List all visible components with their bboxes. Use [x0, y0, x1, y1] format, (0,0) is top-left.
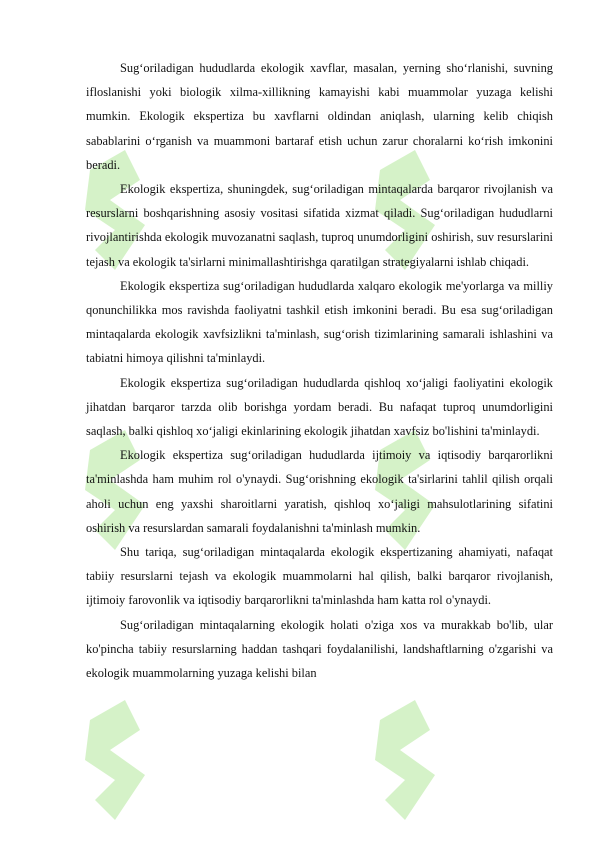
paragraph: Shu tariqa, sug‘oriladigan mintaqalarda ekologik ekspertizaning ahamiyati, nafaqat tabiiy resurslarni tejash va ekologik muammolarni hal qilish, balki barqaror rivojlanish, ijtimoiy farovonlik va iqtisodiy barqarorlikni ta'minlashda ham katta rol o'ynaydi.: [86, 545, 553, 608]
paragraph: Ekologik ekspertiza sug‘oriladigan hududlarda qishloq xo‘jaligi faoliyatini ekologik jihatdan barqaror tarzda olib borishga yordam beradi. Bu nafaqat tuproq unumdorligini saqlash, balki qishloq xo‘jaligi ekinlarining ekologik jihatdan xavfsiz bo'lishini ta'minlaydi.: [86, 375, 553, 439]
paragraph: Sug‘oriladigan mintaqalarning ekologik holati o'ziga xos va murakkab bo'lib, ular ko'pincha tabiiy resurslarning haddan tashqari foydalanilishi, landshaftlarning o'zgarishi va ekologik muammolarning yuzaga kelishi bilan: [86, 617, 553, 681]
watermark-logo-icon: [70, 690, 180, 840]
paragraph: Ekologik ekspertiza sug‘oriladigan hududlarda ijtimoiy va iqtisodiy barqarorlikni ta'minlashda ham muhim rol o'ynaydi. Sug‘orishning ekologik ta'sirlarini tahlil qilish orqali aholi uchun eng yaxshi sharoitlarni yaratish, qishloq xo‘jaligi mahsulotlarining sifatini oshirish va resurslardan samarali foydalanishni ta'minlash mumkin.: [86, 448, 553, 535]
body-text: [86, 56, 553, 685]
paragraph: Ekologik ekspertiza, shuningdek, sug‘oriladigan mintaqalarda barqaror rivojlanish va resurslarni boshqarishning asosiy vositasi sifatida xizmat qiladi. Sug‘oriladigan hududlarni rivojlantirishda ekologik muvozanatni saqlash, tuproq unumdorligini oshirish, suv resurslarini tejash va ekologik ta'sirlarni minimallashtirishga qaratilgan strategiyalarni ishlab chiqadi.: [86, 182, 553, 269]
paragraph: Ekologik ekspertiza sug‘oriladigan hududlarda xalqaro ekologik me'yorlarga va milliy qonunchilikka mos ravishda faoliyatni tashkil etish imkonini beradi. Bu esa sug‘oriladigan mintaqalarda ekologik xavfsizlikni ta'minlash, sug‘orish tizimlarining samarali ishlashini va tabiatni himoya qilishni ta'minlaydi.: [86, 278, 553, 366]
paragraph: Sug‘oriladigan hududlarda ekologik xavflar, masalan, yerning sho‘rlanishi, suvning ifloslanishi yoki biologik xilma-xillikning kamayishi kabi muammolar yuzaga kelishi mumkin. Ekologik ekspertiza bu xavflarni oldindan aniqlash, ularning kelib chiqish sabablarini o‘rganish va muammoni bartaraf etish uchun zarur choralarni ko‘rish imkonini beradi.: [86, 61, 553, 172]
watermark-logo-icon: [360, 690, 470, 840]
